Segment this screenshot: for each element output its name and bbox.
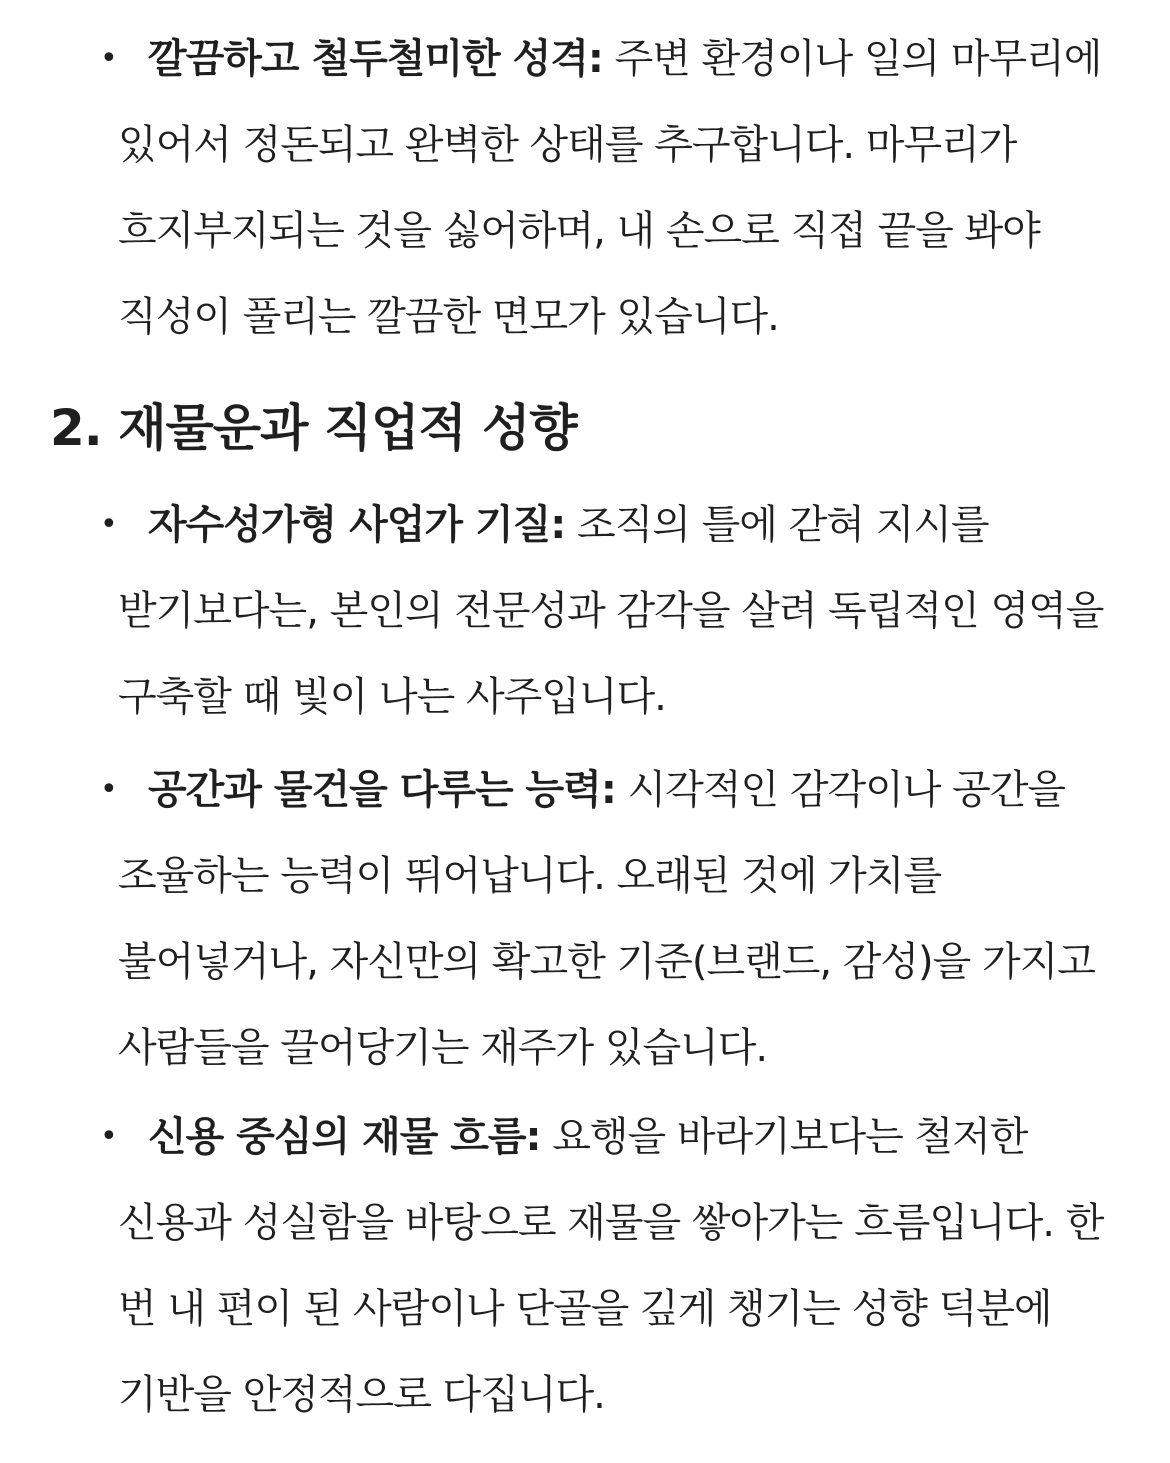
bullet-marker: • <box>100 772 117 807</box>
item-text: 요행을 바라기보다는 철저한 신용과 성실함을 바탕으로 재물을 쌓아가는 흐름입니다. 한 번 내 편이 된 사람이나 단골을 깊게 챙기는 성향 덕분에 기반을 안정적으로 다집니다. <box>118 1114 1104 1418</box>
list-item-space-and-objects <box>100 747 1118 1091</box>
list-item-tidy-personality <box>100 16 1118 360</box>
item-text: 주변 환경이나 일의 마무리에 있어서 정돈되고 완벽한 상태를 추구합니다. 마무리가 흐지부지되는 것을 싫어하며, 내 손으로 직접 끝을 봐야 직성이 풀리는 깔끔한 면모가 있습니다. <box>118 36 1102 340</box>
item-text: 조직의 틀에 갇혀 지시를 받기보다는, 본인의 전문성과 감각을 살려 독립적인 영역을 구축할 때 빛이 나는 사주입니다. <box>118 502 1104 720</box>
list-item-trust-based-wealth <box>100 1094 1118 1438</box>
list-item-self-made-entrepreneur <box>100 482 1118 740</box>
item-term: 신용 중심의 재물 흐름: <box>148 1114 541 1160</box>
section-heading: 2. 재물운과 직업적 성향 <box>50 399 577 457</box>
item-term: 자수성가형 사업가 기질: <box>148 502 566 548</box>
bullet-marker: • <box>100 1119 117 1154</box>
item-term: 깔끔하고 철두철미한 성격: <box>148 36 603 82</box>
item-text: 시각적인 감각이나 공간을 조율하는 능력이 뛰어납니다. 오래된 것에 가치를 불어넣거나, 자신만의 확고한 기준(브랜드, 감성)을 가지고 사람들을 끌어당기는 재주가 있습니다. <box>118 767 1095 1071</box>
item-term: 공간과 물건을 다루는 능력: <box>148 767 616 813</box>
bullet-marker: • <box>100 507 117 542</box>
bullet-marker: • <box>100 41 117 76</box>
